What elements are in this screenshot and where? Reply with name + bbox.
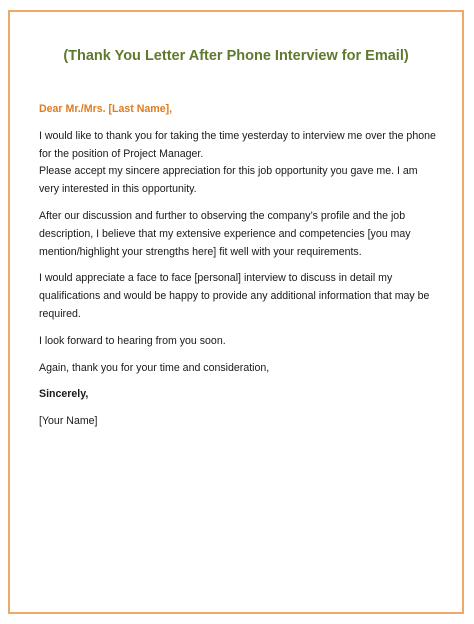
letter-frame [8, 10, 464, 614]
closing: Sincerely, [39, 388, 89, 401]
letter-body [39, 101, 439, 440]
paragraph-look-forward: I look forward to hearing from you soon. [39, 334, 226, 347]
signature: [Your Name] [39, 415, 98, 428]
paragraph-thanks: I would like to thank you for taking the time yesterday to interview me over the phone for the position of Project Manager. [39, 129, 436, 160]
salutation: Dear Mr./Mrs. [Last Name], [39, 103, 173, 115]
paragraph-appreciation: Please accept my sincere appreciation for this job opportunity you gave me. I am very interested in this opportunity. [39, 165, 418, 196]
paragraph-experience: After our discussion and further to observing the company’s profile and the job description, I believe that my extensive experience and competencies [you may mention/highlight your strengths here] fit well with your requirements. [39, 209, 411, 258]
document-title: (Thank You Letter After Phone Interview for Email) [63, 48, 409, 64]
paragraph-thank-again: Again, thank you for your time and consideration, [39, 361, 270, 374]
paragraph-interview-request: I would appreciate a face to face [personal] interview to discuss in detail my qualifications and would be happy to provide any additional information that may be required. [39, 272, 430, 320]
